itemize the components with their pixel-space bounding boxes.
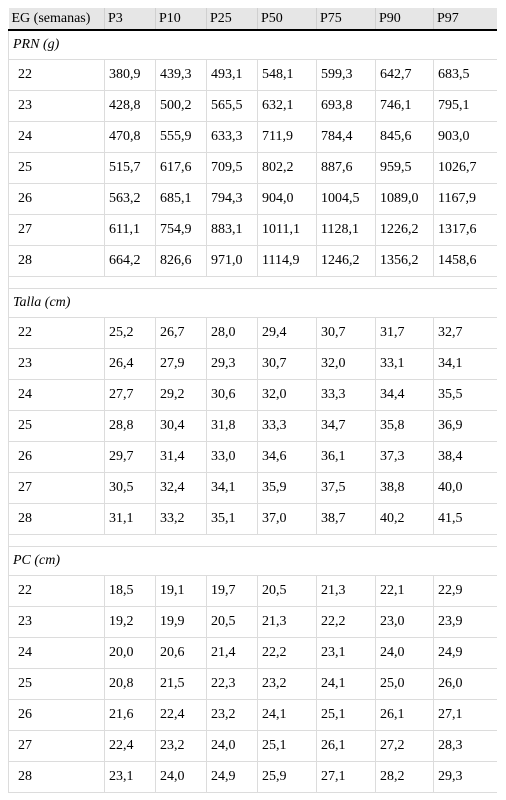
value-cell: 959,5: [376, 153, 434, 184]
value-cell: 21,3: [258, 607, 317, 638]
eg-cell: 27: [9, 731, 105, 762]
header-p97: P97: [434, 8, 497, 30]
value-cell: 31,1: [105, 504, 156, 535]
table-row: [9, 669, 497, 700]
value-cell: 599,3: [317, 60, 376, 91]
value-cell: 22,2: [317, 607, 376, 638]
value-cell: 21,3: [317, 576, 376, 607]
value-cell: 754,9: [156, 215, 207, 246]
value-cell: 32,0: [258, 380, 317, 411]
section-spacer: [9, 277, 497, 289]
value-cell: 40,0: [434, 473, 497, 504]
value-cell: 32,4: [156, 473, 207, 504]
value-cell: 35,5: [434, 380, 497, 411]
value-cell: 22,4: [156, 700, 207, 731]
value-cell: 632,1: [258, 91, 317, 122]
value-cell: 746,1: [376, 91, 434, 122]
table-row: [9, 762, 497, 793]
value-cell: 1317,6: [434, 215, 497, 246]
value-cell: 30,6: [207, 380, 258, 411]
header-p10: P10: [156, 8, 207, 30]
value-cell: 26,0: [434, 669, 497, 700]
value-cell: 40,2: [376, 504, 434, 535]
value-cell: 27,9: [156, 349, 207, 380]
value-cell: 24,0: [207, 731, 258, 762]
value-cell: 1026,7: [434, 153, 497, 184]
eg-cell: 22: [9, 60, 105, 91]
value-cell: 23,1: [317, 638, 376, 669]
table-row: [9, 731, 497, 762]
value-cell: 24,1: [317, 669, 376, 700]
value-cell: 1114,9: [258, 246, 317, 277]
section-title: PC (cm): [9, 547, 497, 576]
value-cell: 693,8: [317, 91, 376, 122]
value-cell: 23,2: [156, 731, 207, 762]
value-cell: 548,1: [258, 60, 317, 91]
value-cell: 20,5: [258, 576, 317, 607]
value-cell: 1246,2: [317, 246, 376, 277]
value-cell: 34,1: [434, 349, 497, 380]
eg-cell: 28: [9, 762, 105, 793]
spacer-cell: [9, 535, 497, 547]
value-cell: 27,1: [317, 762, 376, 793]
value-cell: 27,7: [105, 380, 156, 411]
value-cell: 1004,5: [317, 184, 376, 215]
value-cell: 903,0: [434, 122, 497, 153]
value-cell: 33,1: [376, 349, 434, 380]
value-cell: 683,5: [434, 60, 497, 91]
value-cell: 35,9: [258, 473, 317, 504]
table-body: [9, 30, 497, 793]
table-row: [9, 607, 497, 638]
value-cell: 29,4: [258, 318, 317, 349]
eg-cell: 25: [9, 669, 105, 700]
value-cell: 34,4: [376, 380, 434, 411]
value-cell: 21,6: [105, 700, 156, 731]
value-cell: 37,5: [317, 473, 376, 504]
value-cell: 28,3: [434, 731, 497, 762]
value-cell: 25,9: [258, 762, 317, 793]
header-p50: P50: [258, 8, 317, 30]
value-cell: 29,2: [156, 380, 207, 411]
table-row: [9, 442, 497, 473]
section-header-row: [9, 30, 497, 60]
value-cell: 19,7: [207, 576, 258, 607]
value-cell: 19,1: [156, 576, 207, 607]
value-cell: 19,9: [156, 607, 207, 638]
eg-cell: 23: [9, 607, 105, 638]
value-cell: 493,1: [207, 60, 258, 91]
value-cell: 24,0: [376, 638, 434, 669]
section-header-row: [9, 547, 497, 576]
value-cell: 1167,9: [434, 184, 497, 215]
eg-cell: 25: [9, 411, 105, 442]
value-cell: 1128,1: [317, 215, 376, 246]
value-cell: 971,0: [207, 246, 258, 277]
value-cell: 19,2: [105, 607, 156, 638]
table-row: [9, 60, 497, 91]
eg-cell: 27: [9, 473, 105, 504]
eg-cell: 24: [9, 638, 105, 669]
value-cell: 30,7: [258, 349, 317, 380]
value-cell: 37,0: [258, 504, 317, 535]
section-header-row: [9, 289, 497, 318]
value-cell: 20,8: [105, 669, 156, 700]
value-cell: 34,1: [207, 473, 258, 504]
value-cell: 34,6: [258, 442, 317, 473]
value-cell: 30,4: [156, 411, 207, 442]
value-cell: 1458,6: [434, 246, 497, 277]
value-cell: 784,4: [317, 122, 376, 153]
value-cell: 883,1: [207, 215, 258, 246]
value-cell: 27,1: [434, 700, 497, 731]
value-cell: 33,3: [317, 380, 376, 411]
value-cell: 428,8: [105, 91, 156, 122]
value-cell: 611,1: [105, 215, 156, 246]
eg-cell: 24: [9, 380, 105, 411]
value-cell: 35,1: [207, 504, 258, 535]
value-cell: 29,3: [207, 349, 258, 380]
value-cell: 904,0: [258, 184, 317, 215]
value-cell: 29,7: [105, 442, 156, 473]
value-cell: 31,4: [156, 442, 207, 473]
value-cell: 38,7: [317, 504, 376, 535]
value-cell: 1089,0: [376, 184, 434, 215]
header-p90: P90: [376, 8, 434, 30]
eg-cell: 26: [9, 184, 105, 215]
header-p75: P75: [317, 8, 376, 30]
value-cell: 28,8: [105, 411, 156, 442]
table-row: [9, 122, 497, 153]
value-cell: 33,3: [258, 411, 317, 442]
header-row: [9, 8, 497, 30]
percentile-table-container: [8, 8, 496, 793]
eg-cell: 28: [9, 246, 105, 277]
value-cell: 25,1: [317, 700, 376, 731]
value-cell: 21,4: [207, 638, 258, 669]
value-cell: 24,1: [258, 700, 317, 731]
value-cell: 845,6: [376, 122, 434, 153]
header-p25: P25: [207, 8, 258, 30]
value-cell: 25,0: [376, 669, 434, 700]
spacer-cell: [9, 277, 497, 289]
eg-cell: 28: [9, 504, 105, 535]
value-cell: 22,1: [376, 576, 434, 607]
value-cell: 38,4: [434, 442, 497, 473]
value-cell: 500,2: [156, 91, 207, 122]
value-cell: 1356,2: [376, 246, 434, 277]
value-cell: 33,0: [207, 442, 258, 473]
value-cell: 30,5: [105, 473, 156, 504]
value-cell: 36,1: [317, 442, 376, 473]
value-cell: 28,0: [207, 318, 258, 349]
table-row: [9, 153, 497, 184]
value-cell: 24,9: [207, 762, 258, 793]
eg-cell: 23: [9, 91, 105, 122]
header-p3: P3: [105, 8, 156, 30]
value-cell: 28,2: [376, 762, 434, 793]
value-cell: 26,7: [156, 318, 207, 349]
value-cell: 380,9: [105, 60, 156, 91]
value-cell: 1011,1: [258, 215, 317, 246]
value-cell: 24,0: [156, 762, 207, 793]
value-cell: 35,8: [376, 411, 434, 442]
section-title: PRN (g): [9, 30, 497, 60]
value-cell: 642,7: [376, 60, 434, 91]
value-cell: 26,1: [376, 700, 434, 731]
value-cell: 887,6: [317, 153, 376, 184]
value-cell: 20,6: [156, 638, 207, 669]
eg-cell: 24: [9, 122, 105, 153]
value-cell: 22,4: [105, 731, 156, 762]
value-cell: 33,2: [156, 504, 207, 535]
value-cell: 555,9: [156, 122, 207, 153]
value-cell: 795,1: [434, 91, 497, 122]
table-row: [9, 349, 497, 380]
value-cell: 23,2: [207, 700, 258, 731]
table-row: [9, 700, 497, 731]
value-cell: 23,9: [434, 607, 497, 638]
value-cell: 30,7: [317, 318, 376, 349]
eg-cell: 25: [9, 153, 105, 184]
value-cell: 31,7: [376, 318, 434, 349]
value-cell: 32,0: [317, 349, 376, 380]
value-cell: 22,3: [207, 669, 258, 700]
eg-cell: 23: [9, 349, 105, 380]
value-cell: 37,3: [376, 442, 434, 473]
value-cell: 32,7: [434, 318, 497, 349]
value-cell: 617,6: [156, 153, 207, 184]
table-row: [9, 318, 497, 349]
value-cell: 565,5: [207, 91, 258, 122]
value-cell: 23,0: [376, 607, 434, 638]
table-row: [9, 638, 497, 669]
value-cell: 23,1: [105, 762, 156, 793]
value-cell: 24,9: [434, 638, 497, 669]
eg-cell: 22: [9, 576, 105, 607]
eg-cell: 27: [9, 215, 105, 246]
table-header: [9, 8, 497, 30]
eg-cell: 26: [9, 700, 105, 731]
value-cell: 25,2: [105, 318, 156, 349]
value-cell: 685,1: [156, 184, 207, 215]
table-row: [9, 504, 497, 535]
value-cell: 515,7: [105, 153, 156, 184]
eg-cell: 26: [9, 442, 105, 473]
value-cell: 633,3: [207, 122, 258, 153]
value-cell: 25,1: [258, 731, 317, 762]
section-spacer: [9, 535, 497, 547]
value-cell: 18,5: [105, 576, 156, 607]
table-row: [9, 184, 497, 215]
table-row: [9, 91, 497, 122]
value-cell: 826,6: [156, 246, 207, 277]
section-title: Talla (cm): [9, 289, 497, 318]
value-cell: 27,2: [376, 731, 434, 762]
value-cell: 664,2: [105, 246, 156, 277]
value-cell: 470,8: [105, 122, 156, 153]
value-cell: 41,5: [434, 504, 497, 535]
value-cell: 22,2: [258, 638, 317, 669]
table-row: [9, 380, 497, 411]
percentile-table: [8, 8, 497, 793]
value-cell: 31,8: [207, 411, 258, 442]
value-cell: 802,2: [258, 153, 317, 184]
eg-cell: 22: [9, 318, 105, 349]
value-cell: 36,9: [434, 411, 497, 442]
value-cell: 26,4: [105, 349, 156, 380]
value-cell: 34,7: [317, 411, 376, 442]
header-eg-semanas: EG (semanas): [9, 8, 105, 30]
value-cell: 794,3: [207, 184, 258, 215]
value-cell: 20,0: [105, 638, 156, 669]
table-row: [9, 215, 497, 246]
value-cell: 38,8: [376, 473, 434, 504]
value-cell: 26,1: [317, 731, 376, 762]
value-cell: 563,2: [105, 184, 156, 215]
value-cell: 21,5: [156, 669, 207, 700]
value-cell: 439,3: [156, 60, 207, 91]
table-row: [9, 576, 497, 607]
value-cell: 20,5: [207, 607, 258, 638]
table-row: [9, 411, 497, 442]
value-cell: 1226,2: [376, 215, 434, 246]
value-cell: 22,9: [434, 576, 497, 607]
value-cell: 711,9: [258, 122, 317, 153]
value-cell: 709,5: [207, 153, 258, 184]
value-cell: 23,2: [258, 669, 317, 700]
table-row: [9, 246, 497, 277]
table-row: [9, 473, 497, 504]
value-cell: 29,3: [434, 762, 497, 793]
